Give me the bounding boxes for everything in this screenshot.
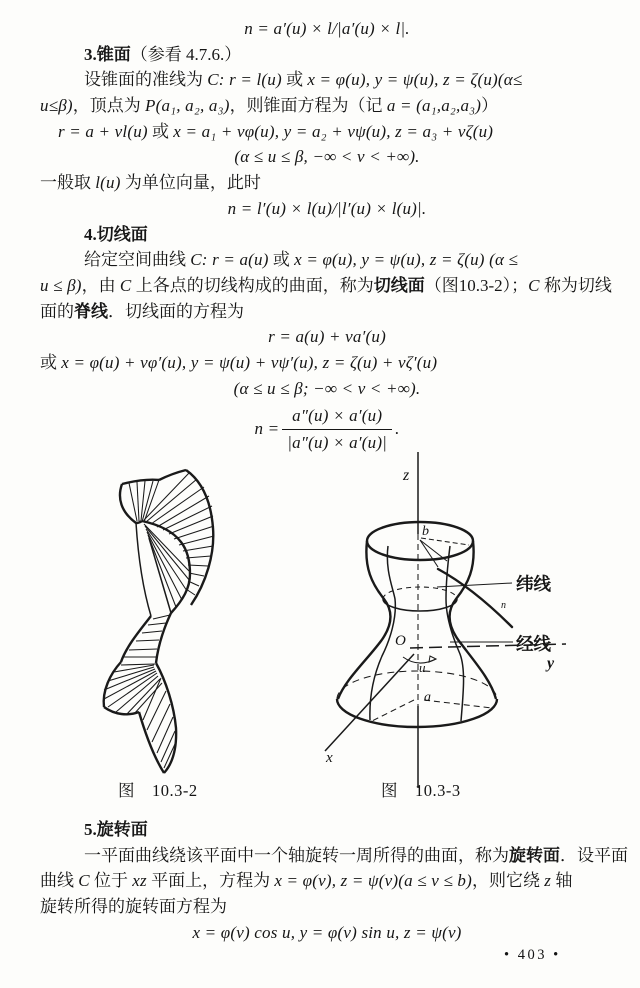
math-segment: n = a′(u) × l/|a′(u) × l|. — [244, 19, 410, 38]
text-line — [40, 299, 614, 325]
formula-tail: . — [395, 419, 400, 439]
text-line — [40, 273, 614, 299]
surface-outline — [337, 522, 497, 727]
text-segment: 面的 — [40, 301, 74, 321]
curve-mark-label: n — [501, 600, 506, 611]
math-segment: x = φ(v) cos u, y = φ(v) sin u, z = ψ(v) — [192, 922, 462, 942]
text-segment: 或 — [40, 352, 62, 372]
formula-lhs: n = — [254, 419, 280, 439]
text-block-upper — [40, 16, 614, 457]
text-line — [40, 247, 614, 273]
text-line — [40, 843, 628, 869]
u-angle-mark — [403, 656, 436, 675]
text-segment: 上各点的切线构成的曲面，称为 — [131, 275, 374, 295]
math-segment: a = (a₁,a₂,a₃) — [386, 96, 482, 116]
text-segment: ，则它绕 — [472, 871, 545, 891]
hatch-lines-top-left-fan — [129, 480, 159, 522]
parallel-label: 纬线 — [516, 574, 551, 594]
text-segment: ，顶点为 — [72, 96, 146, 116]
text-line — [40, 42, 614, 68]
text-segment: 为单位向量，此时 — [120, 173, 261, 193]
figure-caption-10-3-3: 图 10.3-3 — [381, 781, 461, 800]
figure-surface-of-revolution — [298, 438, 573, 788]
text-segment: 一般取 — [40, 173, 96, 193]
text-segment: 曲线 — [40, 871, 79, 891]
math-segment: z — [544, 871, 552, 891]
math-segment: C: r = a(u) — [190, 250, 269, 270]
text-segment: ） — [481, 96, 499, 116]
text-line — [40, 868, 614, 894]
page-number: • 403 • — [504, 947, 561, 963]
text-line — [40, 350, 614, 376]
math-segment: (α ≤ u ≤ β; −∞ < v < +∞). — [233, 378, 421, 398]
math-segment: x = a₁ + vφ(u), y = a₂ + vψ(u), z = a₃ + vζ(u) — [173, 121, 494, 141]
text-block-lower — [40, 817, 628, 945]
bold-term: 旋转面 — [509, 845, 560, 865]
math-segment: C — [528, 275, 540, 295]
math-segment: l(u) — [95, 173, 121, 193]
a-label: a — [424, 690, 431, 705]
math-segment: r = a(u) + va′(u) — [268, 327, 386, 347]
math-segment: x = φ(u) + vφ′(u), y = ψ(u) + vψ′(u), z = ζ(u) + vζ′(u) — [61, 352, 438, 372]
text-segment: 或 — [147, 121, 174, 141]
fraction-denominator: |a″(u) × a′(u)| — [287, 432, 388, 452]
text-line — [40, 920, 614, 946]
text-segment: ．切线面的方程为 — [108, 301, 244, 321]
math-segment: x = φ(u), y = ψ(u), z = ζ(u)(α≤ — [307, 70, 523, 90]
text-line — [40, 144, 614, 170]
text-line — [40, 119, 614, 145]
x-axis-label: x — [326, 750, 333, 766]
fraction-numerator: a″(u) × a′(u) — [282, 404, 392, 430]
text-line — [40, 67, 614, 93]
z-axis-label: z — [403, 467, 410, 484]
text-segment: 轴 — [551, 871, 573, 891]
parallel-callout — [437, 574, 551, 594]
text-segment: （图10.3-2）； — [424, 275, 529, 295]
text-segment: 设锥面的准线为 — [84, 70, 208, 90]
bold-term: 4.切线面 — [84, 224, 148, 244]
math-segment: u≤β) — [40, 96, 73, 116]
text-line — [40, 196, 614, 222]
bold-term: 5.旋转面 — [84, 820, 148, 839]
bold-term: 3.锥面 — [84, 44, 131, 64]
text-segment: ．设平面 — [560, 845, 628, 865]
figure-caption-10-3-2: 图 10.3-2 — [118, 781, 198, 800]
math-segment: C — [78, 871, 90, 891]
math-segment: n = l′(u) × l(u)/|l′(u) × l(u)|. — [227, 198, 427, 218]
text-segment: 称为切线 — [539, 275, 612, 295]
math-segment: u ≤ β) — [40, 275, 82, 295]
text-segment: 平面上，方程为 — [146, 871, 275, 891]
math-segment: C — [119, 275, 132, 295]
text-segment: 或 — [281, 70, 308, 90]
text-line — [40, 93, 614, 119]
bold-term: 脊线 — [74, 301, 108, 321]
math-segment: (α ≤ u ≤ β, −∞ < v < +∞). — [234, 147, 420, 167]
math-segment: xz — [132, 871, 147, 891]
text-segment: ，由 — [81, 275, 120, 295]
text-line — [40, 817, 614, 843]
text-line — [40, 222, 614, 248]
math-segment: x = φ(v), z = ψ(v)(a ≤ v ≤ b) — [274, 871, 472, 891]
figure-tangent-surface — [58, 450, 273, 780]
y-axis-label: y — [547, 655, 555, 672]
bold-term: 切线面 — [373, 275, 425, 295]
text-line — [40, 376, 614, 402]
text-segment: ，则锥面方程为（记 — [229, 96, 387, 116]
math-segment: r = a + vl(u) — [58, 121, 148, 141]
math-segment: P(a₁, a₂, a₃) — [145, 96, 230, 116]
math-segment: x = φ(u), y = ψ(u), z = ζ(u) (α ≤ — [294, 250, 519, 270]
text-line — [40, 894, 614, 920]
text-segment: 一平面曲线绕该平面中一个轴旋转一周所得的曲面，称为 — [84, 845, 509, 865]
text-segment: 旋转所得的旋转面方程为 — [40, 897, 227, 917]
math-segment: C: r = l(u) — [207, 70, 282, 90]
text-line — [40, 16, 614, 42]
origin-label: O — [395, 633, 406, 649]
text-line — [40, 170, 614, 196]
b-label: b — [422, 524, 429, 539]
text-segment: 位于 — [89, 871, 133, 891]
u-label: u — [419, 660, 426, 675]
text-segment: 或 — [268, 250, 295, 270]
text-line — [40, 324, 614, 350]
meridian-label: 经线 — [516, 634, 551, 654]
text-segment: （参看 4.7.6.） — [130, 44, 242, 64]
text-segment: 给定空间曲线 — [84, 250, 191, 270]
